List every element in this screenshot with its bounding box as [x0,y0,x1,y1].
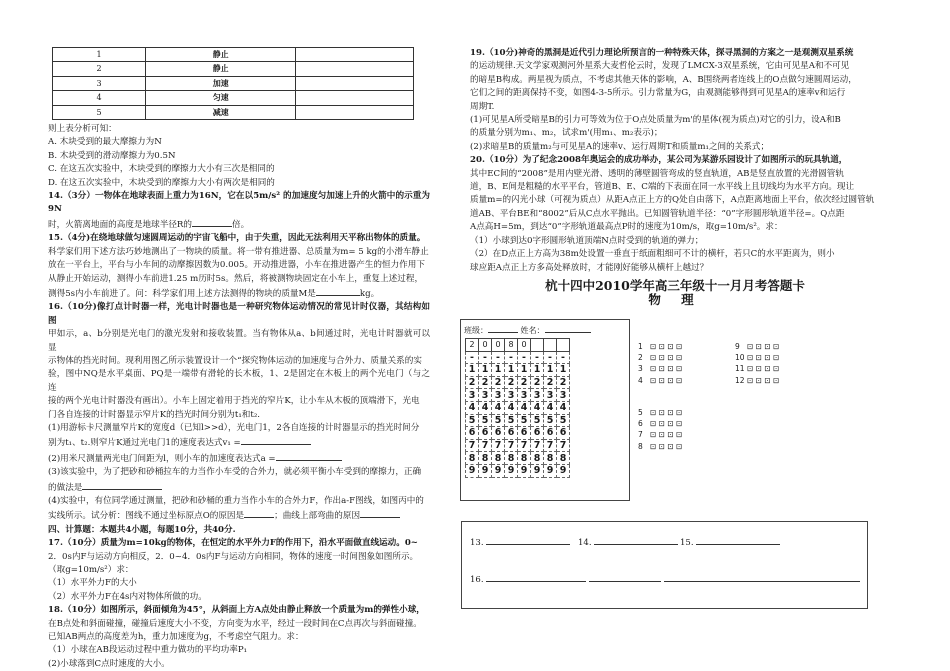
digit-bubble[interactable]: 7 [466,439,479,452]
q20-text-a: 20.（10分）为了纪念2008年奥运会的成功举办，某公司为某游乐园设计了如图所示的玩具轨道， [470,155,848,166]
question-number: 4 [638,375,643,385]
choice-bubble-d[interactable]: ⊡ [773,353,780,363]
answer-sheet-subject: 物 理 [648,291,702,307]
table-cell: 3 [53,76,146,90]
blank-16-field-1[interactable] [486,572,586,582]
left-column [48,47,430,671]
question-number: 12 [735,375,745,385]
q15-text-a: 15.（4分)在绕地球做匀速圆周运动的宇宙飞船中，由于失重，因此无法利用天平称出物体的质量。 [48,233,426,244]
digit-bubble[interactable]: 5 [531,414,544,427]
question-number: 8 [638,441,643,451]
choice-bubble-b[interactable]: ⊡ [658,375,668,385]
answer-sheet-title: 杭十四中2010学年高三年级十一月月考答题卡 [545,277,805,293]
q16-line12: (4)实验中，有位同学通过测量，把砂和砂桶的重力当作小车的合外力F，作出a-F图线，如图丙中的 [48,496,424,506]
q16-text-k: 的做法是 [48,482,83,493]
digit-bubble[interactable]: 8 [505,452,518,465]
q18-line1 [48,604,430,617]
blank-15-field[interactable] [696,535,780,545]
table-cell: 4 [53,91,146,105]
digit-bubble[interactable]: 9 [466,464,479,477]
q15-text-f: kg。 [359,288,380,299]
table-cell [296,105,414,119]
id-digit-box[interactable]: 0 [518,339,531,352]
q18-line4: （1）小球在AB段运动过程中重力做功的平均功率P₁ [48,645,248,656]
q16-text-m: 实线所示。试分析：图线不通过坐标原点O的原因是 [48,511,245,522]
question-number: 3 [638,364,643,374]
choice-bubble-c[interactable]: ⊡ [764,342,774,351]
blank-16-field-2[interactable] [589,572,661,582]
digit-bubble[interactable]: 9 [544,464,557,477]
q16-line1 [48,301,430,328]
digit-bubble[interactable]: 4 [466,401,479,414]
table-row [53,48,414,62]
choice-bubble-a[interactable]: ⊡ [650,364,659,374]
q16-blank-2 [276,451,342,461]
fill-in-answer-box [461,521,868,609]
table-cell: 5 [53,105,146,119]
digit-bubble[interactable]: 8 [518,452,531,465]
question-number: 1 [638,342,643,351]
blank-13-row [470,535,570,548]
digit-bubble[interactable]: 7 [518,439,531,452]
digit-bubble[interactable]: 9 [505,464,518,477]
digit-bubble[interactable]: 6 [479,427,492,440]
digit-bubble[interactable]: 6 [466,427,479,440]
choice-bubble-a[interactable]: ⊡ [747,353,756,363]
digit-bubble[interactable]: 7 [544,439,557,452]
choice-bubble-a[interactable]: ⊡ [650,441,659,451]
q16-blank-4 [244,508,274,518]
digit-bubble[interactable]: 2 [466,376,479,389]
digit-bubble[interactable]: 7 [557,439,570,452]
q13-option-b: B. 木块受到的滑动摩擦力为0.5N [48,150,176,161]
bubble-0[interactable]: - [531,351,544,364]
q20-line8: （2）在D点正上方高为38m处设置一垂直于纸面粗细可不计的横杆，若只C的水平距离为，则小 [470,249,835,260]
bubble-0[interactable]: - [492,351,505,364]
choice-bubble-b[interactable]: ⊡ [658,430,668,440]
choice-row [638,418,682,429]
choice-bubble-c[interactable]: ⊡ [764,364,774,374]
q19-line3: 的暗星B构成。两星视为质点，不考虑其他天体的影响，A、B围绕两者连线上的O点做匀速圆周运动， [470,74,857,85]
digit-bubble[interactable]: 3 [531,389,544,402]
question-number: 11 [735,364,745,374]
table-cell [296,62,414,76]
choice-bubble-d[interactable]: ⊡ [773,364,780,374]
choice-bubble-a[interactable]: ⊡ [747,342,756,351]
q15-line5 [48,286,430,301]
choice-bubble-a[interactable]: ⊡ [650,430,659,440]
bubble-0[interactable]: - [518,351,531,364]
digit-bubble[interactable]: 2 [492,376,505,389]
digit-bubble[interactable]: 5 [492,414,505,427]
choices-block-a [638,341,682,386]
digit-bubble[interactable]: 4 [479,401,492,414]
q16-blank-3 [82,480,162,490]
q20-line4: 质量m=的闪光小球（可视为质点）从距A点正上方的Q处自由落下，A点距离地面上平台，依次经过圆管轨 [470,195,875,206]
table-cell: 静止 [146,62,296,76]
choice-bubble-a[interactable]: ⊡ [650,375,659,385]
question-number: 7 [638,430,643,440]
q16-line13 [48,508,430,523]
choice-bubble-c[interactable]: ⊡ [667,430,677,440]
digit-bubble[interactable]: 1 [466,364,479,377]
q19-line2: 的运动规律.天文学家观测河外星系大麦哲伦云时，发现了LMCX-3双星系统，它由可见星A和不可见 [470,61,850,72]
question-number: 9 [735,342,740,351]
q16-line2: 甲如示，a、b分别是光电门的激光发射和接收装置。当有物体从a、b间通过时，光电计时器就可以显 [48,329,430,353]
bubble-0[interactable]: - [557,351,570,364]
q20-line6: A点高H=5m，到达“0”字形轨道最高点P时的速度为10m/s，取g=10m/s²。求： [470,222,783,233]
id-bubble-grid [465,338,570,478]
table-cell: 减速 [146,105,296,119]
table-cell: 1 [53,48,146,62]
q16-line5: 接的两个光电计时器没有画出）。小车上固定着用于挡光的窄片K，让小车从木板的顶端滑下，光电 [48,396,420,407]
q16-line4: 验，图中NQ是水平桌面、PQ是一端带有滑轮的长木板，1、2是固定在木板上的两个光电门（与之连 [48,369,430,393]
q17-text-a: 17.（10分）质量为m=10kg的物体，在恒定的水平外力F的作用下，沿水平面做直线运动。0~ [48,538,419,549]
q19-line4: 它们之间的距离保持不变，如图4-3-5所示。引力常量为G，由观测能够得到可见星A的速率v和运行 [470,88,846,99]
q18-line3: 已知AB两点的高度差为h，重力加速度为g，不考虑空气阻力。求： [48,632,304,643]
q16-line9 [48,451,430,466]
choice-bubble-b[interactable]: ⊡ [755,342,765,351]
choice-bubble-b[interactable]: ⊡ [658,441,668,451]
digit-bubble[interactable]: 1 [479,364,492,377]
q20-line3: 道，B、E间是粗糙的水平平台，管道B、E、C端的下表面在同一水平线上且切线均为水平方向。现让 [470,182,855,193]
id-digit-box[interactable]: 0 [492,339,505,352]
choice-bubble-c[interactable]: ⊡ [764,353,774,363]
digit-bubble[interactable]: 2 [479,376,492,389]
question-number: 10 [735,353,745,363]
section-4-heading: 四、计算题：本题共4小题，每题10分，共40分. [48,524,236,535]
digit-bubble[interactable]: 6 [518,427,531,440]
choice-bubble-a[interactable]: ⊡ [650,353,659,363]
choice-bubble-a[interactable]: ⊡ [650,419,659,429]
digit-bubble[interactable]: 3 [479,389,492,402]
choice-bubble-d[interactable]: ⊡ [773,342,780,351]
digit-bubble[interactable]: 4 [518,401,531,414]
q16-line8 [48,435,430,450]
table-row [53,91,414,105]
digit-bubble[interactable]: 4 [557,401,570,414]
digit-bubble[interactable]: 4 [544,401,557,414]
choice-bubble-b[interactable]: ⊡ [755,364,765,374]
choice-bubble-d[interactable]: ⊡ [676,419,683,429]
q16-text-a: 16.（10分)像打点计时器一样，光电计时器也是一种研究物体运动情况的常见计时仪器，其结构如图 [48,302,430,326]
choice-bubble-d[interactable]: ⊡ [676,353,683,363]
digit-bubble[interactable]: 1 [557,364,570,377]
digit-bubble[interactable]: 7 [492,439,505,452]
digit-bubble[interactable]: 5 [557,414,570,427]
digit-bubble[interactable]: 5 [518,414,531,427]
q16-line3: 示物体的挡光时间。现利用图乙所示装置设计一个“探究物体运动的加速度与合外力、质量关系的实 [48,355,422,366]
name-label: 姓名： [520,326,545,335]
digit-bubble[interactable]: 6 [492,427,505,440]
q20-line1 [470,154,880,167]
blank-16-row [470,572,860,585]
q14-blank [192,217,232,227]
blank-13-label: 13. [470,538,484,548]
digit-bubble[interactable]: 1 [492,364,505,377]
digit-bubble[interactable]: 6 [531,427,544,440]
q17-line4: （1）水平外力F的大小 [48,578,137,589]
name-field[interactable] [545,323,591,333]
question-number: 6 [638,419,643,429]
choice-row [638,407,682,418]
blank-16-field-3[interactable] [664,572,860,582]
digit-bubble[interactable]: 2 [531,376,544,389]
choice-bubble-b[interactable]: ⊡ [755,353,765,363]
choice-row [735,352,779,363]
q15-text-e: 测得5s内小车前进了。问：科学家们用上述方法测得的物块的质量M是 [48,288,316,299]
choice-bubble-a[interactable]: ⊡ [747,364,756,374]
table-cell [296,91,414,105]
choice-bubble-b[interactable]: ⊡ [658,364,668,374]
q13-intro: 则上表分析可知： [48,124,117,135]
id-digit-box[interactable]: 8 [505,339,518,352]
digit-bubble[interactable]: 9 [492,464,505,477]
q14-text-c: 倍。 [231,219,250,230]
q16-line10: (3)该实验中，为了把砂和砂桶拉车的力当作小车受的合外力，就必须平衡小车受到的摩擦力，正确 [48,467,422,478]
q20-line7: （1）小球到达0字形圆形轨道顶端N点时受到的轨道的弹力； [470,235,704,246]
choice-bubble-c[interactable]: ⊡ [667,353,677,363]
table-cell [296,48,414,62]
bubble-0[interactable]: - [544,351,557,364]
digit-bubble[interactable]: 7 [531,439,544,452]
choice-row [638,352,682,363]
id-digit-box[interactable]: 0 [479,339,492,352]
q16-line7: (1)用游标卡尺测量窄片K的宽度d（已知l>>d），光电门1，2各自连接的计时器显示的挡光时间分 [48,422,420,433]
blank-14-field[interactable] [594,535,678,545]
table-cell: 2 [53,62,146,76]
q20-line2: 其中EC间的“2008”是用内壁光滑、透明的薄壁圆管弯成的竖直轨道，AB是竖直放置的光滑圆管轨 [470,168,844,179]
choice-bubble-b[interactable]: ⊡ [755,375,765,385]
digit-bubble[interactable]: 1 [531,364,544,377]
digit-bubble[interactable]: 8 [531,452,544,465]
choice-bubble-a[interactable]: ⊡ [650,408,659,417]
digit-bubble[interactable]: 3 [505,389,518,402]
blank-14-label: 14. [578,538,592,548]
q19-line7: 的质量分别为m₁、m₂，试求m'(用m₁、m₂表示)； [470,128,663,139]
q16-text-i: (2)用米尺测量两光电门间距为l，则小车的加速度表达式a = [48,453,276,464]
choice-bubble-d[interactable]: ⊡ [676,375,683,385]
digit-bubble[interactable]: 6 [505,427,518,440]
choice-bubble-c[interactable]: ⊡ [667,375,677,385]
class-label: 班级： [464,326,488,335]
choices-block-c [735,341,779,386]
digit-bubble[interactable]: 2 [557,376,570,389]
digit-bubble[interactable]: 8 [492,452,505,465]
bubble-0[interactable]: - [479,351,492,364]
class-field[interactable] [488,323,518,333]
choice-bubble-d[interactable]: ⊡ [676,408,683,417]
table-cell: 加速 [146,76,296,90]
choices-block-b [638,407,682,452]
digit-bubble[interactable]: 8 [479,452,492,465]
table-row [53,62,414,76]
choice-row [735,363,779,374]
q15-line3: 放在一平台上，平台与小车间的动摩擦因数为0.005。开动推进器，小车在推进器产生的恒力作用下 [48,260,425,271]
choice-bubble-b[interactable]: ⊡ [658,353,668,363]
digit-bubble[interactable]: 9 [479,464,492,477]
digit-bubble[interactable]: 9 [531,464,544,477]
choice-row [735,375,779,386]
blank-15-label: 15. [680,538,694,548]
q14-line2 [48,217,430,232]
q19-line6: (1)可见星A所受暗星B的引力可等效为位于O点处质量为m'的星体(视为质点)对它的引力，设A和B [470,115,841,126]
choice-row [638,441,682,452]
choice-row [638,375,682,386]
choice-row [735,341,779,352]
choice-bubble-b[interactable]: ⊡ [658,342,668,351]
choice-row [638,363,682,374]
q16-blank-5 [360,508,400,518]
choice-bubble-c[interactable]: ⊡ [667,364,677,374]
blank-13-field[interactable] [486,535,570,545]
digit-bubble[interactable]: 4 [505,401,518,414]
q16-blank-1 [241,435,311,445]
q16-line11 [48,480,430,495]
q20-line9: 球应距A点正上方多高处释放时，才能刚好能够从横杆上越过？ [470,262,709,273]
digit-bubble[interactable]: 6 [557,427,570,440]
q16-text-h: 别为t₁、t₂.则窄片K通过光电门1的速度表达式v₁ = [48,438,241,449]
digit-bubble[interactable]: 3 [518,389,531,402]
q17-line1 [48,537,430,550]
q19-line8: (2)求暗星B的质量m₂与可见星A的速率v、运行周期T和质量m₁之间的关系式； [470,141,770,152]
digit-bubble[interactable]: 6 [544,427,557,440]
blank-15-row [680,535,780,548]
q14-text: 14.（3分）一物体在地球表面上重力为16N，它在以5m/s² 的加速度匀加速上升的火箭中的示重为9N [48,191,430,215]
table-row [53,76,414,90]
card-header-row [464,323,591,336]
q17-line3: （取g=10m/s²）求： [48,565,134,576]
q15-line2: 科学家们用下述方法巧妙地测出了一物块的质量。将一带有推进器、总质量为m= 5 kg的小滑车静止 [48,246,429,257]
right-column [470,47,880,311]
digit-bubble[interactable]: 2 [505,376,518,389]
bubble-0[interactable]: - [466,351,479,364]
question-number: 5 [638,408,643,417]
choice-bubble-c[interactable]: ⊡ [667,419,677,429]
blank-16-label: 16. [470,575,484,585]
digit-bubble[interactable]: 2 [518,376,531,389]
digit-bubble[interactable]: 1 [505,364,518,377]
q13-option-d: D. 在这五次实验中，木块受到的摩擦力大小有两次是相同的 [48,177,275,188]
digit-bubble[interactable]: 3 [466,389,479,402]
q19-line5: 周期T. [470,101,495,112]
choice-bubble-c[interactable]: ⊡ [667,408,677,417]
choice-bubble-c[interactable]: ⊡ [667,342,677,351]
choice-bubble-a[interactable]: ⊡ [747,375,756,385]
choice-bubble-d[interactable]: ⊡ [676,430,683,440]
table-row [53,105,414,119]
digit-bubble[interactable]: 5 [479,414,492,427]
q18-line2: 在B点处和斜面碰撞，碰撞后速度大小不变，方向变为水平，经过一段时间在C点再次与斜面碰撞。 [48,618,422,629]
q19-line1 [470,47,880,60]
q17-line2: 2．0s内F与运动方向相反，2．0~4．0s内F与运动方向相同，物体的速度一时间图象如图所示。 [48,551,419,562]
digit-bubble[interactable]: 5 [466,414,479,427]
digit-bubble[interactable]: 3 [557,389,570,402]
digit-bubble[interactable]: 5 [544,414,557,427]
digit-bubble[interactable]: 7 [505,439,518,452]
digit-bubble[interactable]: 8 [466,452,479,465]
bubble-0[interactable]: - [505,351,518,364]
digit-bubble[interactable]: 1 [544,364,557,377]
experiment-table [52,47,414,120]
digit-bubble[interactable]: 1 [518,364,531,377]
digit-bubble[interactable]: 8 [557,452,570,465]
choice-bubble-a[interactable]: ⊡ [650,342,659,351]
choice-bubble-c[interactable]: ⊡ [764,375,774,385]
digit-bubble[interactable]: 7 [479,439,492,452]
digit-bubble[interactable]: 9 [518,464,531,477]
id-digit-box[interactable]: 2 [466,339,479,352]
choice-bubble-b[interactable]: ⊡ [658,408,668,417]
id-digit-box[interactable] [557,339,570,352]
digit-bubble[interactable]: 9 [557,464,570,477]
q15-blank [316,286,360,296]
q17-line5: （2）水平外力F在4s内对物体所做的功。 [48,591,207,602]
q15-line1 [48,232,430,245]
table-cell: 匀速 [146,91,296,105]
blank-14-row [578,535,678,548]
q13-option-c: C. 在这五次实验中，木块受到的摩擦力大小有三次是相同的 [48,164,275,175]
choice-bubble-d[interactable]: ⊡ [773,375,780,385]
id-digit-box[interactable] [544,339,557,352]
question-number: 2 [638,353,643,363]
q14-text-b: 时，火箭离地面的高度是地球半径R的 [48,219,192,230]
q13-option-a: A. 木块受到的最大摩擦力为N [48,137,162,148]
digit-bubble[interactable]: 5 [505,414,518,427]
q16-text-n: ；曲线上部弯曲的原因 [274,511,361,522]
id-digit-box[interactable] [531,339,544,352]
digit-bubble[interactable]: 2 [544,376,557,389]
q16-line6: 门各自连接的计时器显示窄片K的挡光时间分别为t₁和t₂. [48,409,261,420]
choice-bubble-d[interactable]: ⊡ [676,441,683,451]
digit-bubble[interactable]: 8 [544,452,557,465]
table-cell [296,76,414,90]
q14-line1 [48,190,430,217]
digit-bubble[interactable]: 4 [492,401,505,414]
q15-line4: 从静止开始运动，测得小车前进1.25 m历时5s。然后，将被测物块固定在小车上，重复上述过程， [48,273,424,284]
digit-bubble[interactable]: 3 [544,389,557,402]
choice-row [638,429,682,440]
choice-bubble-b[interactable]: ⊡ [658,419,668,429]
choice-bubble-d[interactable]: ⊡ [676,364,683,374]
digit-bubble[interactable]: 4 [531,401,544,414]
digit-bubble[interactable]: 3 [492,389,505,402]
choice-row [638,341,682,352]
q18-line5: (2)小球落到C点时速度的大小。 [48,658,170,669]
table-cell: 静止 [146,48,296,62]
choice-bubble-c[interactable]: ⊡ [667,441,677,451]
student-id-card [460,319,630,501]
q20-line5: 道AB、平台BE和“8002”后从C点水平抛出。已知圆管轨道半径：“0”字形圆形轨道半径=。Q点距 [470,208,845,219]
choice-bubble-d[interactable]: ⊡ [676,342,683,351]
q19-text-a: 19.（10分)神奇的黑洞是近代引力理论所预言的一种特殊天体，探寻黑洞的方案之一是观测双星系统 [470,48,854,58]
q18-text-a: 18.（10分）如图所示，斜面倾角为45°，从斜面上方A点处由静止释放一个质量为m的弹性小球， [48,605,425,616]
